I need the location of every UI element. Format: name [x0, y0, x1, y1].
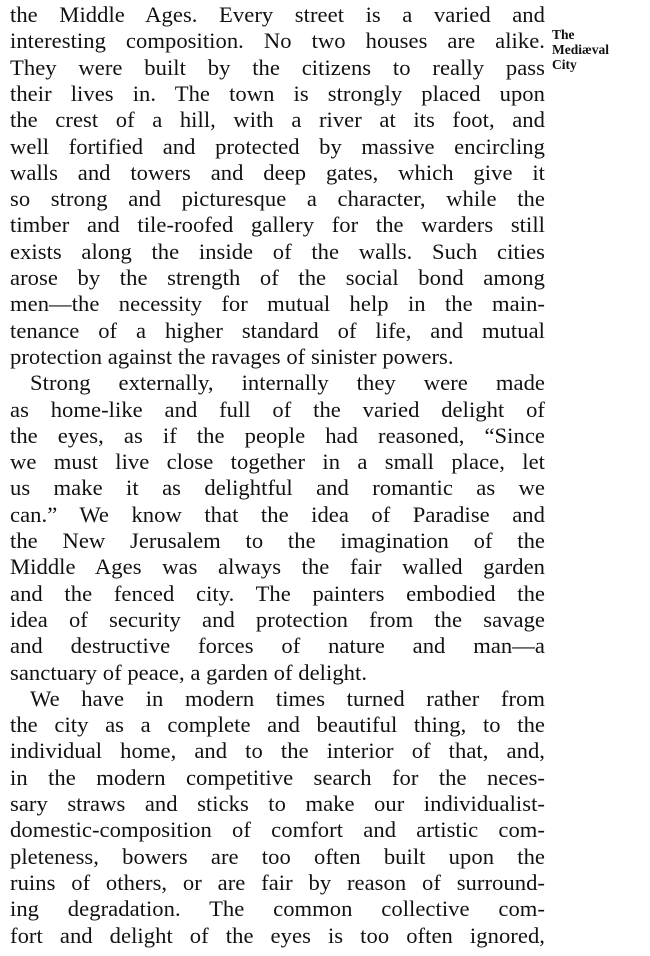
- text-line: the eyes, as if the people had reasoned, “Since: [10, 422, 545, 448]
- text-line: their lives in. The town is strongly placed upon: [10, 80, 545, 106]
- text-line: sanctuary of peace, a garden of delight.: [10, 659, 368, 685]
- text-line: walls and towers and deep gates, which give it: [10, 159, 545, 185]
- text-line: interesting composition. No two houses are alike.: [10, 28, 545, 54]
- text-line: ruins of others, or are fair by reason of surround-: [10, 869, 545, 895]
- text-line: pleteness, bowers are too often built upon the: [10, 843, 545, 869]
- text-line: in the modern competitive search for the neces-: [10, 764, 545, 790]
- text-line: They were built by the citizens to really pass: [10, 54, 545, 80]
- text-line: individual home, and to the interior of that, and,: [10, 738, 545, 764]
- text-line: protection against the ravages of sinister powers.: [10, 343, 454, 369]
- text-line: the city as a complete and beautiful thing, to the: [10, 712, 545, 738]
- text-line: we must live close together in a small place, let: [10, 449, 545, 475]
- margin-note-line: Mediæval: [552, 42, 609, 57]
- text-line: Middle Ages was always the fair walled garden: [10, 554, 545, 580]
- text-line: timber and tile-roofed gallery for the warders still: [10, 212, 545, 238]
- text-line: and destructive forces of nature and man—a: [10, 633, 545, 659]
- text-line: sary straws and sticks to make our individualist-: [10, 791, 545, 816]
- text-line: arose by the strength of the social bond among: [10, 265, 545, 290]
- text-line: can.” We know that the idea of Paradise and: [10, 501, 545, 527]
- text-line: the New Jerusalem to the imagination of the: [10, 528, 545, 553]
- paragraph-start-line: Strong externally, internally they were made: [30, 370, 545, 396]
- text-line: us make it as delightful and romantic as we: [10, 475, 545, 501]
- text-line: and the fenced city. The painters embodied the: [10, 580, 545, 606]
- text-line: domestic-composition of comfort and artistic com-: [10, 817, 545, 843]
- text-line: fort and delight of the eyes is too often ignored,: [10, 922, 545, 948]
- text-line: well fortified and protected by massive encircling: [10, 133, 545, 159]
- text-line: men—the necessity for mutual help in the main-: [10, 291, 545, 317]
- text-line: tenance of a higher standard of life, and mutual: [10, 317, 545, 343]
- text-line: idea of security and protection from the savage: [10, 606, 545, 632]
- margin-note-line: City: [552, 57, 577, 72]
- text-line: exists along the inside of the walls. Such cities: [10, 238, 545, 264]
- text-line: so strong and picturesque a character, while the: [10, 186, 545, 212]
- text-line: the Middle Ages. Every street is a varied and: [10, 2, 545, 27]
- paragraph-start-line: We have in modern times turned rather from: [30, 685, 545, 711]
- margin-note-line: The: [552, 27, 575, 42]
- margin-note: [552, 27, 647, 72]
- text-line: as home-like and full of the varied delight of: [10, 396, 545, 422]
- text-line: the crest of a hill, with a river at its foot, and: [10, 107, 545, 133]
- text-line: ing degradation. The common collective com-: [10, 896, 545, 922]
